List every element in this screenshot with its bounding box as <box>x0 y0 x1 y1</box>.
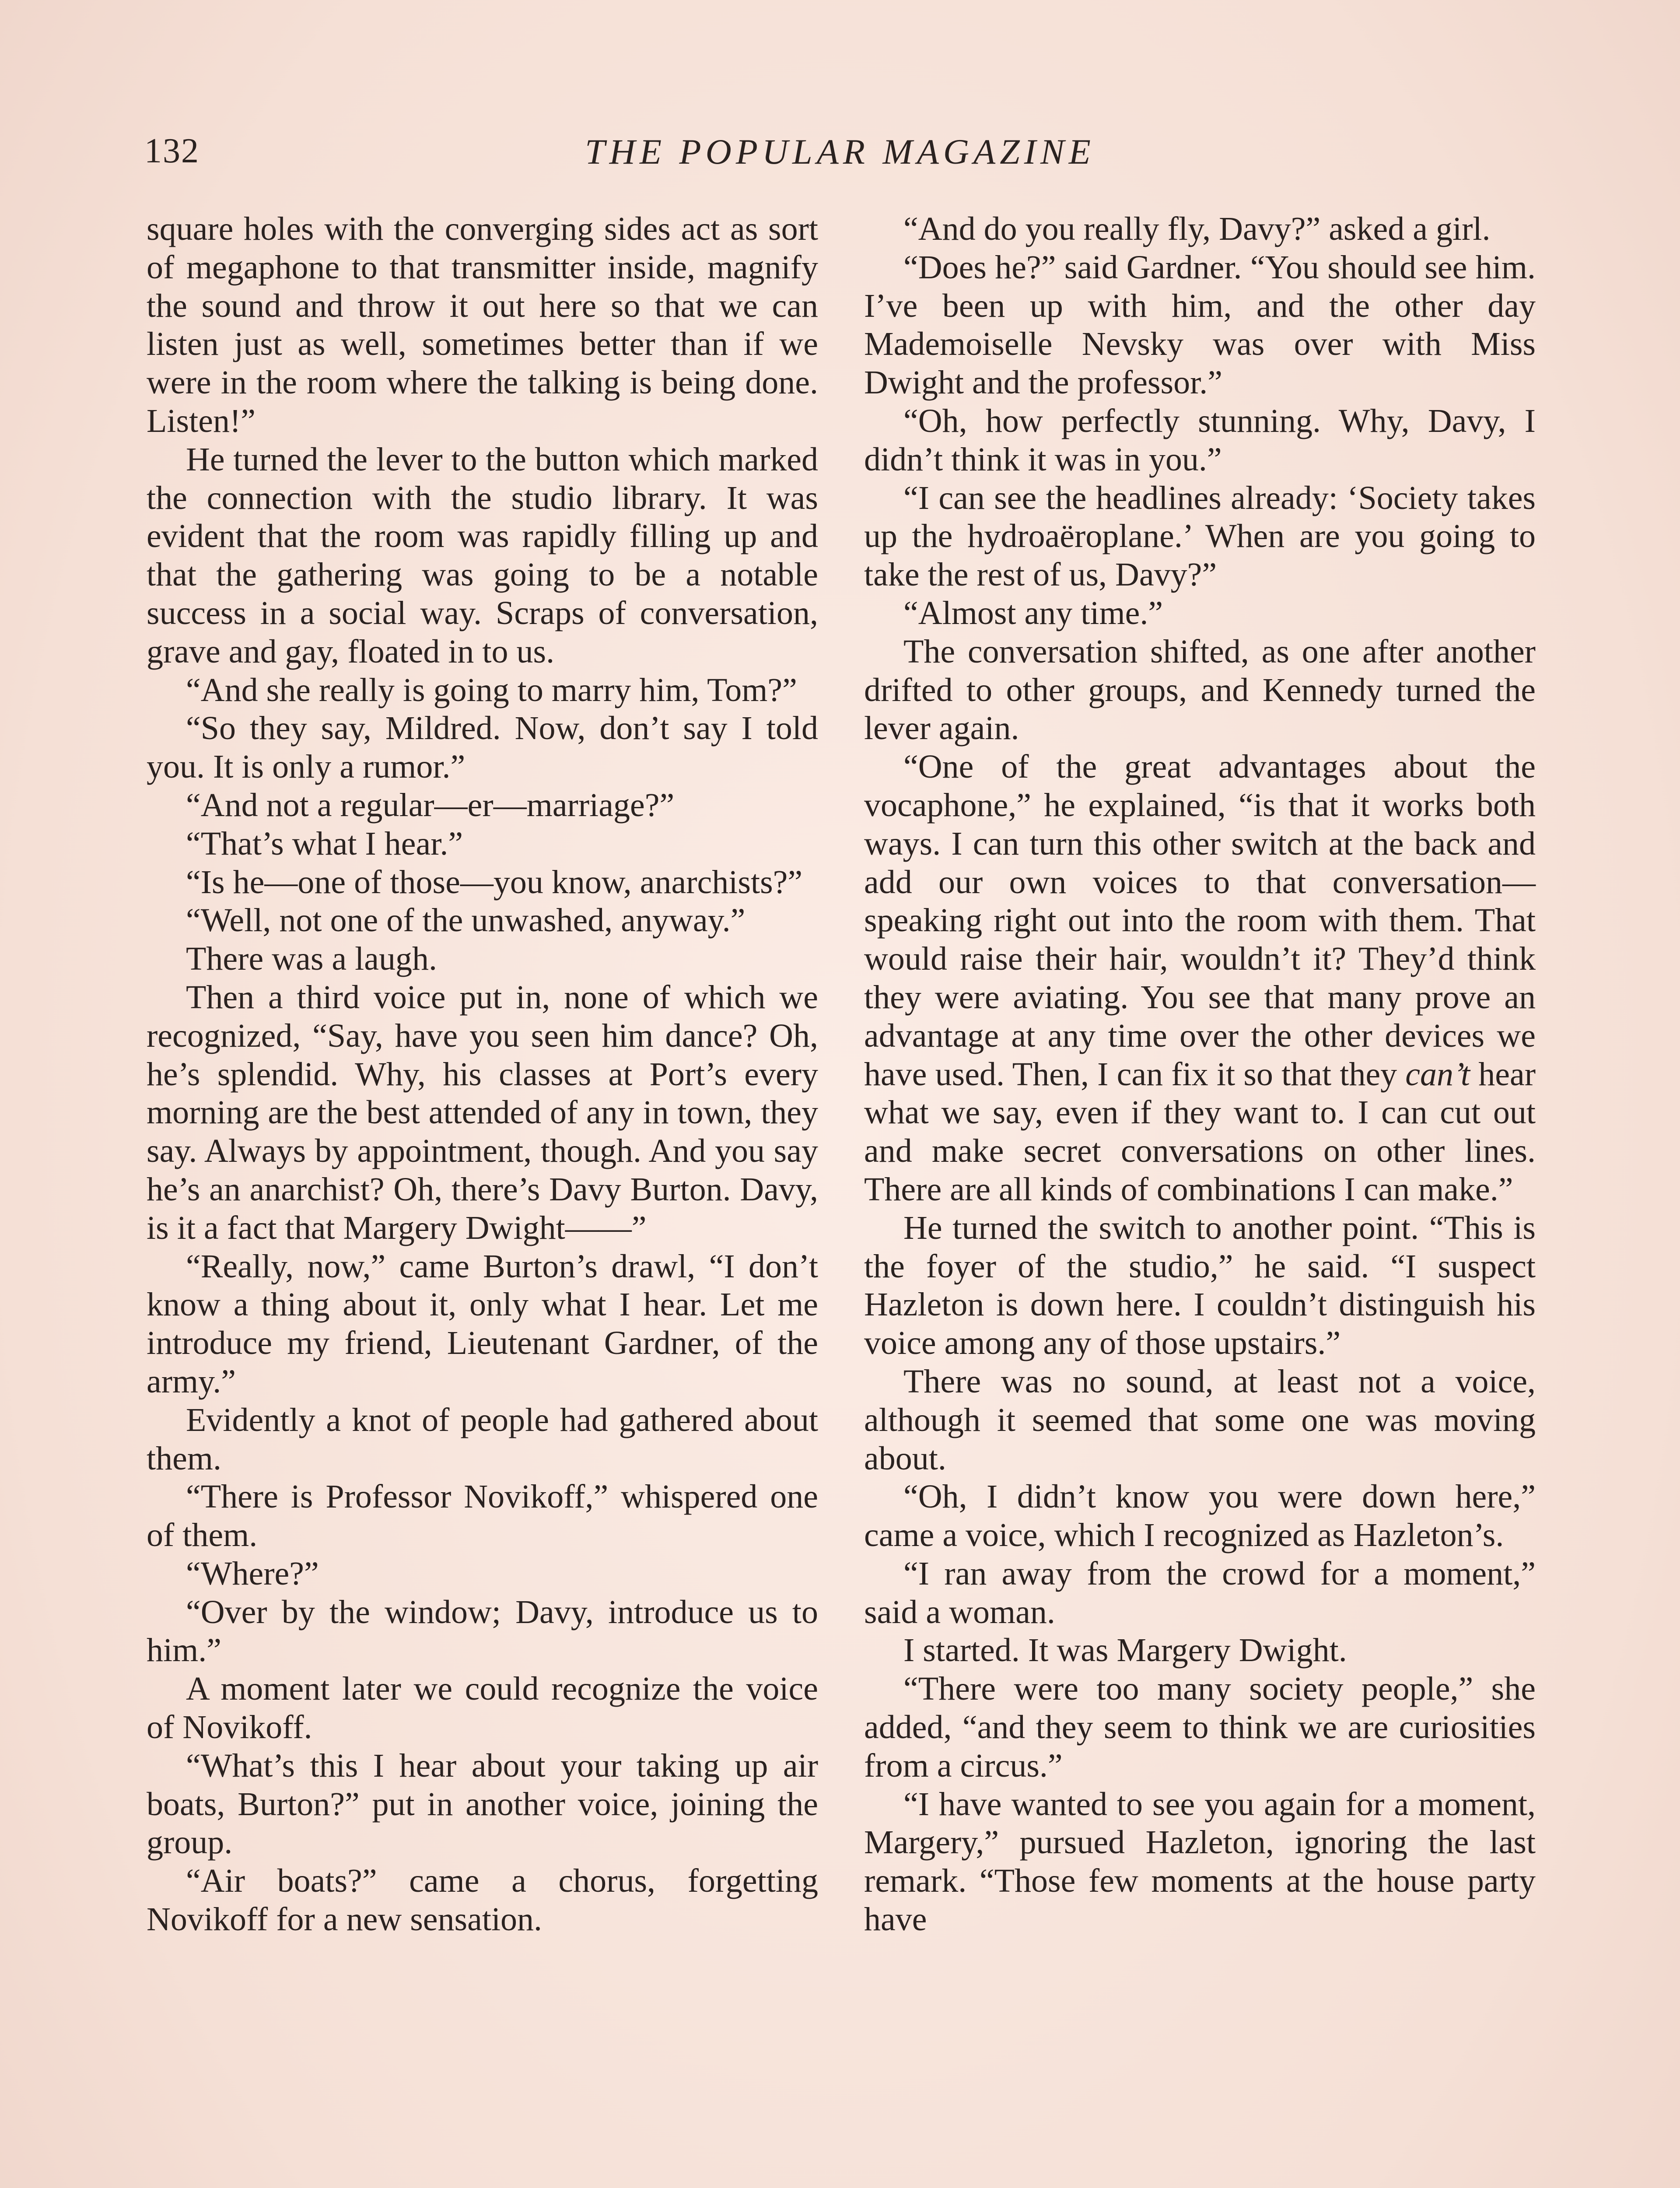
paragraph: “I can see the headlines already: ‘Society takes up the hydroaëroplane.’ When are you going to take the rest of us, Davy?” <box>864 479 1536 593</box>
paragraph: “Well, not one of the unwashed, anyway.” <box>186 902 746 939</box>
paragraph: “What’s this I hear about your taking up air boats, Burton?” put in another voice, joining the group. <box>147 1747 818 1861</box>
right-text-column <box>864 210 1536 1939</box>
paragraph: “There is Professor Novikoff,” whispered one of them. <box>147 1478 818 1554</box>
paragraph: I started. It was Margery Dwight. <box>903 1632 1347 1669</box>
paragraph: “One of the great advantages about the vocaphone,” he explained, “is that it works both ways. I can turn this other switch at the back and add our own voices to that conversation—speaking right out into the room with them. That would raise their hair, wouldn’t it? They’d think they were aviating. You see that many prove an advantage at any time over the other devices we have used. Then, I can fix it so that they can’t hear what we say, even if they want to. I can cut out and make secret conversations on other lines. There are all kinds of combinations I can make.” <box>864 748 1536 1208</box>
paragraph: “Almost any time.” <box>903 594 1163 631</box>
paragraph: “Where?” <box>186 1555 319 1592</box>
paragraph: “And do you really fly, Davy?” asked a girl. <box>903 210 1491 247</box>
paragraph: “So they say, Mildred. Now, don’t say I told you. It is only a rumor.” <box>147 710 818 785</box>
paragraph: “Air boats?” came a chorus, forgetting Novikoff for a new sensation. <box>147 1862 818 1938</box>
paragraph: “Oh, I didn’t know you were down here,” came a voice, which I recognized as Hazleton’s. <box>864 1478 1536 1554</box>
paragraph: “That’s what I hear.” <box>186 825 463 862</box>
paragraph: There was no sound, at least not a voice, although it seemed that some one was moving about. <box>864 1363 1536 1477</box>
paragraph: He turned the lever to the button which marked the connection with the studio library. It was evident that the room was rapidly filling up and that the gathering was going to be a notable success in a social way. Scraps of conversation, grave and gay, floated in to us. <box>147 441 818 670</box>
page-number: 132 <box>144 132 200 170</box>
paragraph: A moment later we could recognize the voice of Novikoff. <box>147 1670 818 1746</box>
paragraph: “And she really is going to marry him, Tom?” <box>186 671 797 708</box>
left-text-column <box>147 210 818 1939</box>
paragraph: “There were too many society people,” she added, “and they seem to think we are curiosities from a circus.” <box>864 1670 1536 1784</box>
paragraph: “Oh, how perfectly stunning. Why, Davy, I didn’t think it was in you.” <box>864 402 1536 478</box>
paragraph: The conversation shifted, as one after another drifted to other groups, and Kennedy turned the lever again. <box>864 633 1536 747</box>
paragraph: square holes with the converging sides act as sort of megaphone to that transmitter inside, magnify the sound and throw it out here so that we can listen just as well, sometimes better than if we were in the room where the talking is being done. Listen!” <box>147 210 818 439</box>
paragraph: “Is he—one of those—you know, anarchists?” <box>186 863 803 901</box>
paragraph: “I ran away from the crowd for a moment,” said a woman. <box>864 1555 1536 1630</box>
paragraph: He turned the switch to another point. “This is the foyer of the studio,” he said. “I suspect Hazleton is down here. I couldn’t distinguish his voice among any of those upstairs.” <box>864 1209 1536 1362</box>
paragraph: “And not a regular—er—marriage?” <box>186 786 675 824</box>
running-title: THE POPULAR MAGAZINE <box>585 132 1095 172</box>
paragraph: Evidently a knot of people had gathered about them. <box>147 1401 818 1477</box>
paragraph: “Really, now,” came Burton’s drawl, “I don’t know a thing about it, only what I hear. Let me introduce my friend, Lieutenant Gardner, of the army.” <box>147 1248 818 1400</box>
paragraph: “I have wanted to see you again for a moment, Margery,” pursued Hazleton, ignoring the last remark. “Those few moments at the house party have <box>864 1785 1536 1938</box>
page-header <box>144 127 1536 179</box>
paragraph: “Over by the window; Davy, introduce us to him.” <box>147 1593 818 1669</box>
paragraph: Then a third voice put in, none of which we recognized, “Say, have you seen him dance? Oh, he’s splendid. Why, his classes at Port’s every morning are the best attended of any in town, they say. Always by appointment, though. And you say he’s an anarchist? Oh, there’s Davy Burton. Davy, is it a fact that Margery Dwight——” <box>147 978 818 1246</box>
paragraph: “Does he?” said Gardner. “You should see him. I’ve been up with him, and the other day Mademoiselle Nevsky was over with Miss Dwight and the professor.” <box>864 249 1536 401</box>
paragraph: There was a laugh. <box>186 940 437 978</box>
